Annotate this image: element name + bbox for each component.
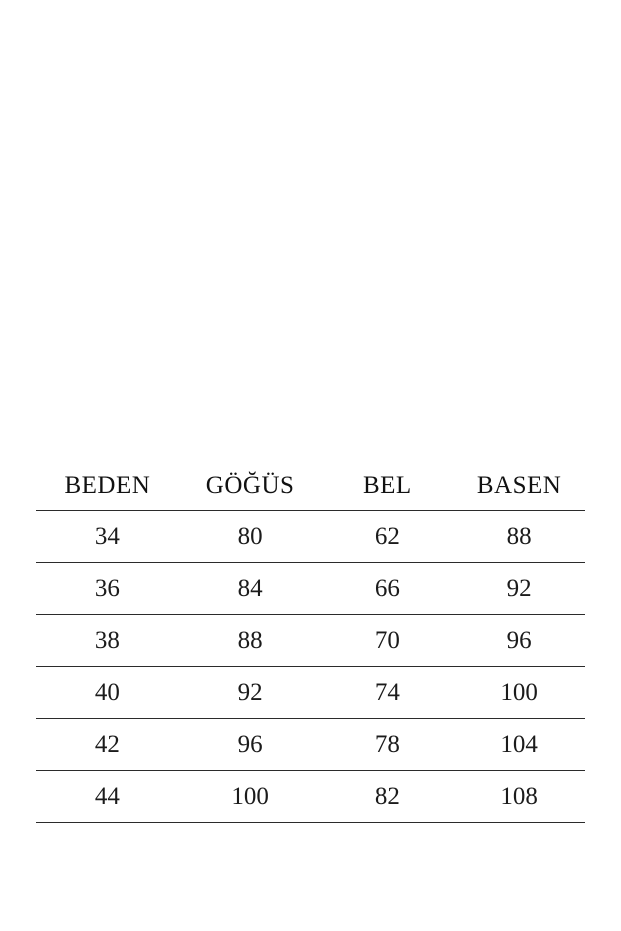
cell-bel: 78 bbox=[321, 719, 453, 771]
cell-gogus: 92 bbox=[179, 667, 322, 719]
cell-basen: 92 bbox=[453, 563, 585, 615]
column-header-gogus: GÖĞÜS bbox=[205, 472, 295, 499]
cell-basen: 96 bbox=[453, 615, 585, 667]
cell-gogus: 100 bbox=[179, 771, 322, 823]
size-chart-header bbox=[36, 462, 585, 511]
cell-bel: 74 bbox=[321, 667, 453, 719]
cell-bel: 66 bbox=[321, 563, 453, 615]
column-header-bel: BEL bbox=[362, 472, 412, 499]
cell-beden: 38 bbox=[36, 615, 179, 667]
table-row bbox=[36, 615, 585, 667]
cell-gogus: 88 bbox=[179, 615, 322, 667]
cell-bel: 62 bbox=[321, 511, 453, 563]
cell-gogus: 96 bbox=[179, 719, 322, 771]
column-header-beden: BEDEN bbox=[64, 472, 151, 499]
table-row bbox=[36, 771, 585, 823]
table-row bbox=[36, 719, 585, 771]
column-header-basen: BASEN bbox=[476, 472, 562, 499]
cell-basen: 104 bbox=[453, 719, 585, 771]
cell-bel: 82 bbox=[321, 771, 453, 823]
size-chart-table bbox=[36, 462, 585, 823]
cell-beden: 44 bbox=[36, 771, 179, 823]
cell-gogus: 80 bbox=[179, 511, 322, 563]
cell-basen: 88 bbox=[453, 511, 585, 563]
cell-beden: 36 bbox=[36, 563, 179, 615]
cell-bel: 70 bbox=[321, 615, 453, 667]
table-row bbox=[36, 511, 585, 563]
cell-basen: 108 bbox=[453, 771, 585, 823]
size-chart-container bbox=[36, 462, 585, 823]
table-row bbox=[36, 563, 585, 615]
table-row bbox=[36, 667, 585, 719]
size-chart-body bbox=[36, 511, 585, 823]
cell-beden: 42 bbox=[36, 719, 179, 771]
cell-gogus: 84 bbox=[179, 563, 322, 615]
cell-basen: 100 bbox=[453, 667, 585, 719]
table-header-row bbox=[36, 462, 585, 511]
cell-beden: 40 bbox=[36, 667, 179, 719]
cell-beden: 34 bbox=[36, 511, 179, 563]
